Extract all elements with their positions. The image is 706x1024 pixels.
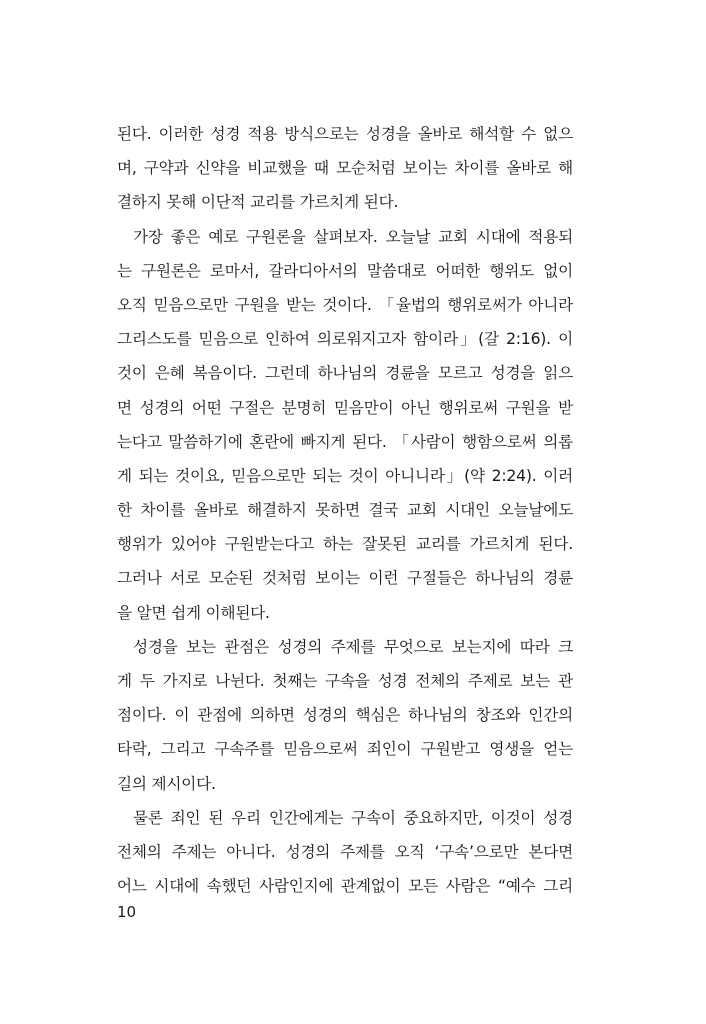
text-line: 게 되는 것이요, 믿음으로만 되는 것이 아니니라」(약 2:24). 이러 xyxy=(117,466,573,485)
text-line: 그리스도를 믿음으로 인하여 의로워지고자 함이라」(갈 2:16). 이 xyxy=(117,330,573,349)
text-line: 한 차이를 올바로 해결하지 못하면 결국 교회 시대인 오늘날에도 xyxy=(117,501,573,520)
text-line: 물론 죄인 된 우리 인간에게는 구속이 중요하지만, 이것이 성경 xyxy=(133,808,573,827)
text-line: 전체의 주제는 아니다. 성경의 주제를 오직 ‘구속’으로만 본다면 xyxy=(117,842,573,861)
page-number: 10 xyxy=(117,903,137,921)
text-line: 성경을 보는 관점은 성경의 주제를 무엇으로 보는지에 따라 크 xyxy=(133,637,573,656)
text-line: 오직 믿음으로만 구원을 받는 것이다. 「율법의 행위로써가 아니라 xyxy=(117,295,573,314)
text-line: 면 성경의 어떤 구절은 분명히 믿음만이 아닌 행위로써 구원을 받 xyxy=(117,398,573,417)
text-line: 타락, 그리고 구속주를 믿음으로써 죄인이 구원받고 영생을 얻는 xyxy=(117,740,573,759)
text-line: 게 두 가지로 나뉜다. 첫째는 구속을 성경 전체의 주제로 보는 관 xyxy=(117,672,573,690)
text-line: 것이 은혜 복음이다. 그런데 하나님의 경륜을 모르고 성경을 읽으 xyxy=(117,364,573,383)
text-line: 된다. 이러한 성경 적용 방식으로는 성경을 올바로 해석할 수 없으 xyxy=(117,125,573,143)
text-line: 는다고 말씀하기에 혼란에 빠지게 된다. 「사람이 행함으로써 의롭 xyxy=(117,432,573,451)
text-line: 며, 구약과 신약을 비교했을 때 모순처럼 보이는 차이를 올바로 해 xyxy=(117,159,573,178)
text-line: 길의 제시이다. xyxy=(117,774,216,793)
text-line: 행위가 있어야 구원받는다고 하는 잘못된 교리를 가르치게 된다. xyxy=(117,535,573,554)
text-line: 가장 좋은 예로 구원론을 살펴보자. 오늘날 교회 시대에 적용되 xyxy=(133,227,573,246)
text-line: 그러나 서로 모순된 것처럼 보이는 이런 구절들은 하나님의 경륜 xyxy=(117,569,573,588)
text-line: 어느 시대에 속했던 사람인지에 관계없이 모든 사람은 “예수 그리 xyxy=(117,877,573,896)
body-text xyxy=(117,117,573,903)
text-line: 는 구원론은 로마서, 갈라디아서의 말씀대로 어떠한 행위도 없이 xyxy=(117,261,573,280)
text-line: 결하지 못해 이단적 교리를 가르치게 된다. xyxy=(117,193,399,212)
text-line: 점이다. 이 관점에 의하면 성경의 핵심은 하나님의 창조와 인간의 xyxy=(117,706,573,725)
text-line: 을 알면 쉽게 이해된다. xyxy=(117,603,270,622)
